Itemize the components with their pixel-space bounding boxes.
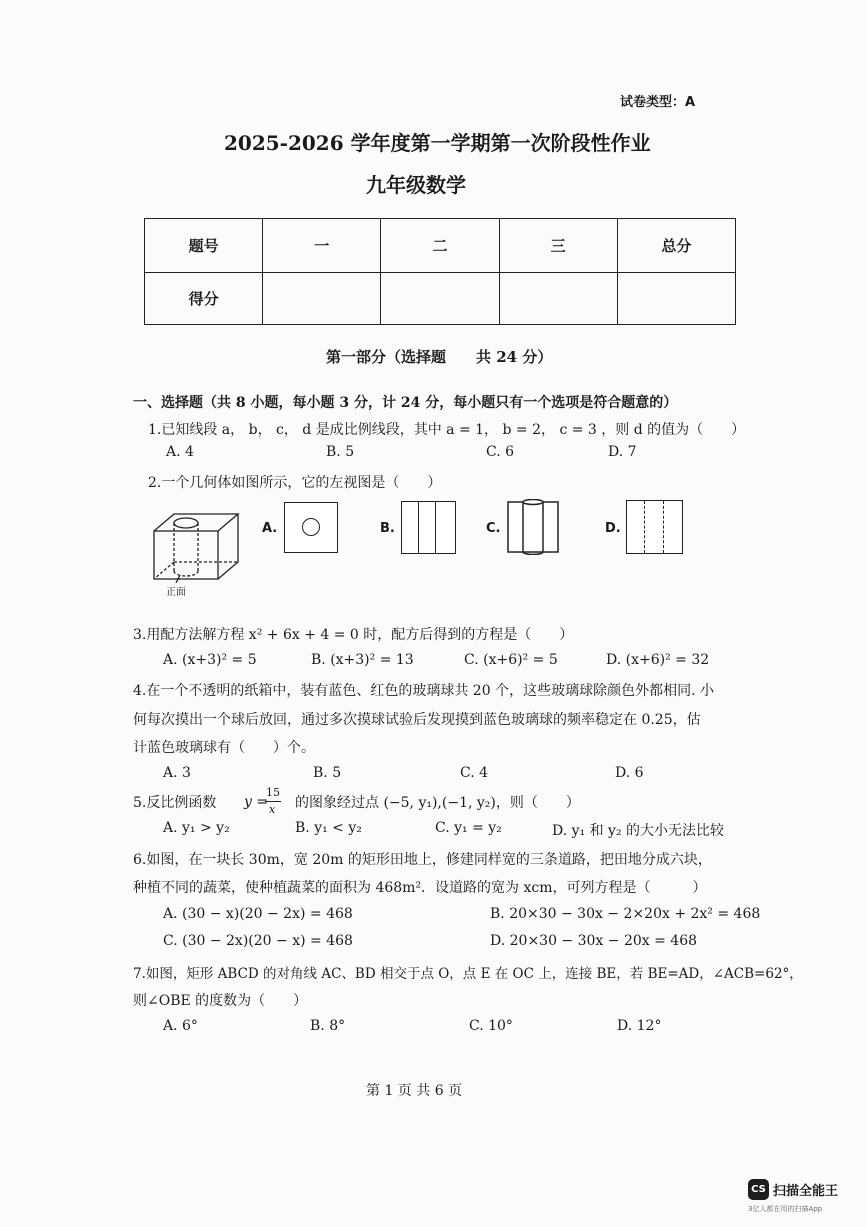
q4-option-c: C. 4 — [460, 765, 489, 781]
q7-option-b: B. 8° — [310, 1018, 346, 1034]
q1-option-c: C. 6 — [486, 444, 515, 460]
q2-option-a-label: A. — [262, 521, 278, 536]
q4-line2: 何每次摸出一个球后放回，通过多次摸球试验后发现摸到蓝色玻璃球的频率稳定在 0.25，估 — [133, 712, 701, 728]
q1-option-d: D. 7 — [608, 444, 637, 460]
scanner-app-name: 扫描全能王 — [773, 1184, 839, 1199]
left-view-option-b — [401, 501, 456, 554]
q7-option-d: D. 12° — [617, 1018, 662, 1034]
q7-line1: 7.如图，矩形 ABCD 的对角线 AC、BD 相交于点 O，点 E 在 OC 上，连接 BE，若 BE=AD，∠ACB=62°， — [133, 966, 803, 982]
score-header-cell: 三 — [499, 219, 617, 273]
left-view-option-a — [284, 502, 338, 553]
left-view-option-c — [507, 499, 559, 555]
q5-stem-b: 的图象经过点 (−5, y₁),(−1, y₂)，则（ ） — [295, 795, 580, 811]
score-row-label: 得分 — [145, 273, 263, 325]
q6-option-b: B. 20×30 − 30x − 2×20x + 2x² = 468 — [490, 906, 761, 922]
divider-line — [418, 502, 419, 553]
score-header-cell: 题号 — [145, 219, 263, 273]
divider-line — [435, 502, 436, 553]
q1-option-a: A. 4 — [166, 444, 194, 460]
hidden-line — [644, 501, 645, 553]
score-cell — [263, 273, 381, 325]
exam-subtitle: 九年级数学 — [366, 173, 466, 197]
left-view-option-d — [626, 500, 683, 554]
q6-line2: 种植不同的蔬菜，使种植蔬菜的面积为 468m²．设道路的宽为 xcm，可列方程是（ ） — [133, 880, 707, 896]
circle-shape — [302, 518, 320, 536]
part-title: 第一部分（选择题 共 24 分） — [326, 348, 553, 366]
score-cell — [617, 273, 735, 325]
score-table — [144, 218, 736, 325]
q3-option-a: A. (x+3)² = 5 — [163, 652, 257, 668]
page-footer: 第 1 页 共 6 页 — [366, 1083, 463, 1099]
q6-option-a: A. (30 − x)(20 − 2x) = 468 — [163, 906, 353, 922]
q3-option-d: D. (x+6)² = 32 — [606, 652, 710, 668]
q5-option-d: D. y₁ 和 y₂ 的大小无法比较 — [552, 823, 725, 839]
solid-figure — [150, 511, 242, 583]
q7-option-c: C. 10° — [469, 1018, 513, 1034]
q3-option-b: B. (x+3)² = 13 — [311, 652, 414, 668]
q4-option-d: D. 6 — [615, 765, 644, 781]
q2-option-d-label: D. — [605, 521, 621, 536]
q4-option-a: A. 3 — [163, 765, 191, 781]
paper-type: 试卷类型：A — [620, 95, 696, 110]
q5-option-c: C. y₁ = y₂ — [435, 820, 502, 836]
q2-option-b-label: B. — [380, 521, 395, 536]
q3-stem: 3.用配方法解方程 x² + 6x + 4 = 0 时，配方后得到的方程是（ ） — [133, 627, 574, 643]
q7-line2: 则∠OBE 的度数为（ ） — [133, 993, 308, 1009]
q4-option-b: B. 5 — [313, 765, 342, 781]
q5-option-b: B. y₁ < y₂ — [295, 820, 362, 836]
scanner-watermark — [748, 1179, 858, 1215]
q1-option-b: B. 5 — [326, 444, 355, 460]
q5-fraction-bar — [265, 801, 281, 802]
q5-fraction-denominator: x — [269, 803, 276, 816]
score-cell — [381, 273, 499, 325]
score-header-cell: 二 — [381, 219, 499, 273]
section-title: 一、选择题（共 8 小题，每小题 3 分，计 24 分，每小题只有一个选项是符合题意的） — [133, 395, 678, 411]
scanner-tagline: 3亿人都在用的扫描App — [748, 1205, 823, 1213]
q5-option-a: A. y₁ > y₂ — [163, 820, 230, 836]
score-header-cell: 一 — [263, 219, 381, 273]
q2-stem: 2.一个几何体如图所示，它的左视图是（ ） — [148, 475, 442, 491]
score-cell — [499, 273, 617, 325]
q5-stem-a: 5.反比例函数 — [133, 795, 217, 811]
scanner-logo-icon: CS — [748, 1179, 769, 1200]
q4-line3: 计蓝色玻璃球有（ ）个。 — [133, 740, 315, 756]
hidden-line — [663, 501, 664, 553]
q4-line1: 4.在一个不透明的纸箱中，装有蓝色、红色的玻璃球共 20 个，这些玻璃球除颜色外都相同. 小 — [133, 683, 714, 699]
q6-option-d: D. 20×30 − 30x − 20x = 468 — [490, 933, 698, 949]
score-header-cell: 总分 — [617, 219, 735, 273]
q3-option-c: C. (x+6)² = 5 — [464, 652, 558, 668]
q1-stem: 1.已知线段 a， b， c， d 是成比例线段，其中 a = 1， b = 2， c = 3 ，则 d 的值为（ ） — [148, 422, 746, 438]
q6-line1: 6.如图，在一块长 30m，宽 20m 的矩形田地上，修建同样宽的三条道路，把田地分成六块， — [133, 852, 712, 868]
front-label: 正面 — [166, 587, 186, 598]
q5-fraction-y: y = — [244, 794, 269, 810]
q5-fraction-numerator: 15 — [266, 786, 280, 799]
exam-title: 2025-2026 学年度第一学期第一次阶段性作业 — [224, 131, 651, 155]
q7-option-a: A. 6° — [163, 1018, 198, 1034]
q6-option-c: C. (30 − 2x)(20 − x) = 468 — [163, 933, 353, 949]
q2-option-c-label: C. — [486, 521, 501, 536]
